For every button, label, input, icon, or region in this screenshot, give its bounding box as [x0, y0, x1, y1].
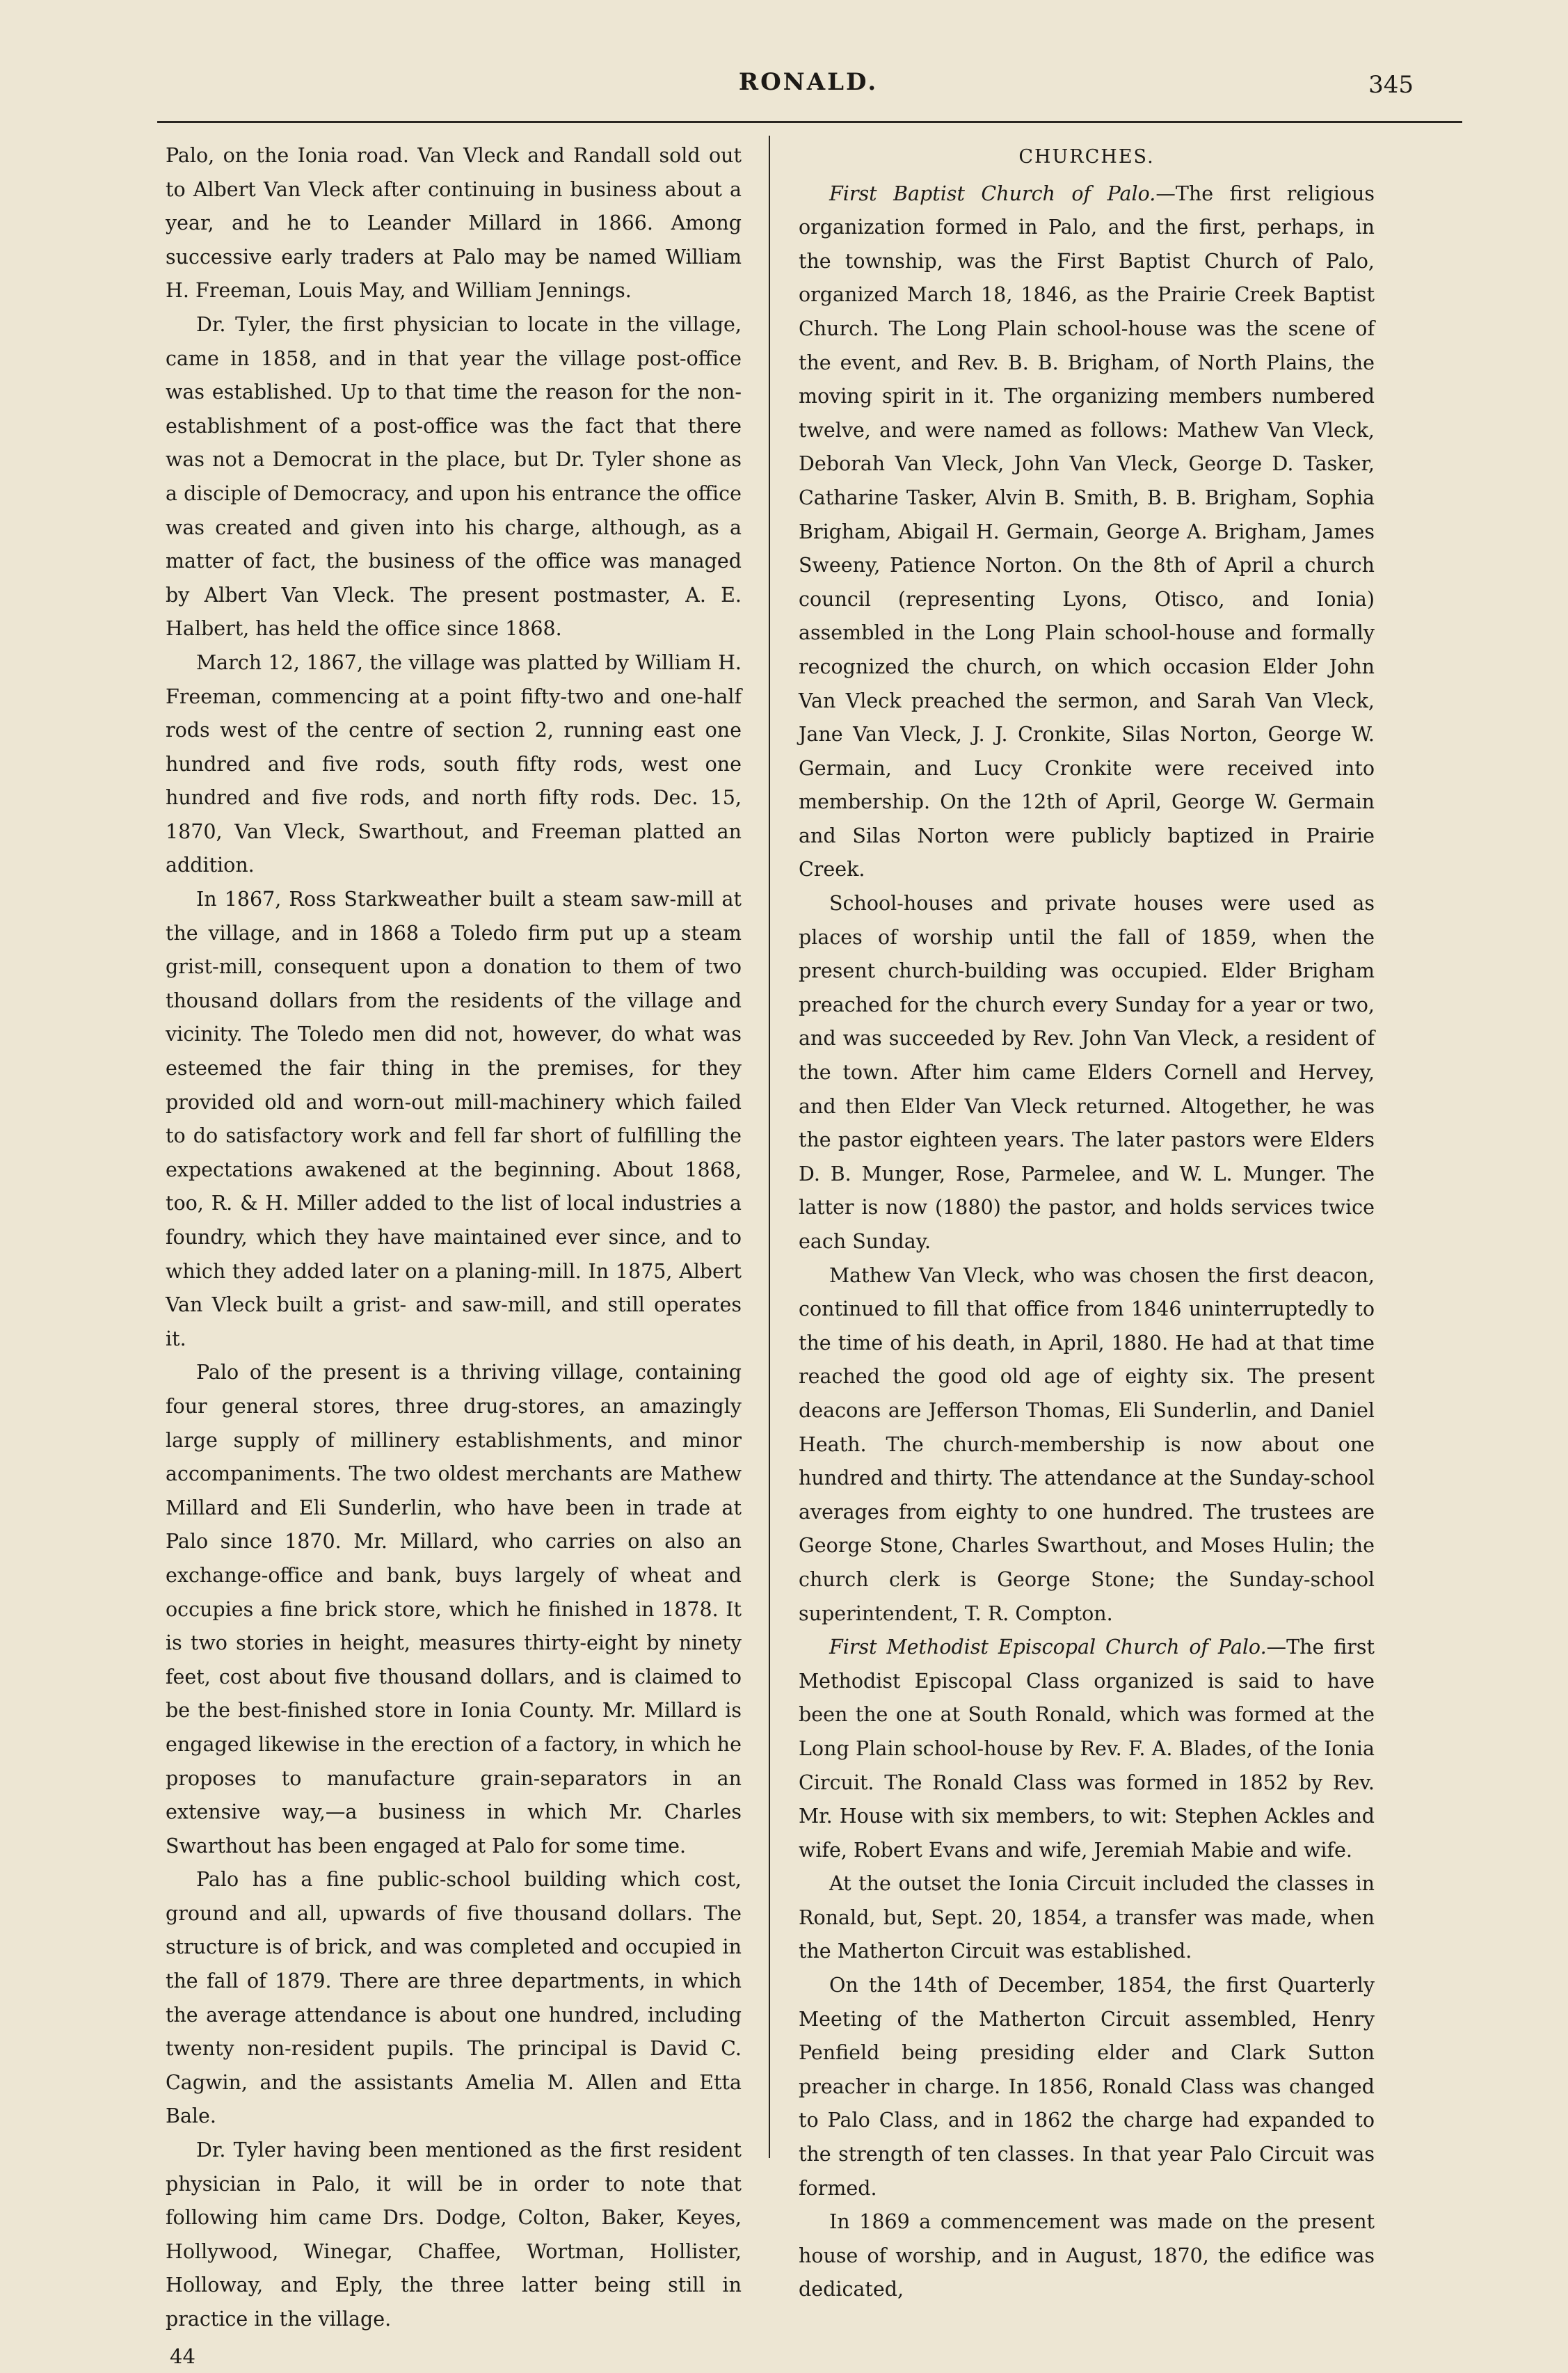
page-header — [160, 68, 1457, 104]
section-heading: CHURCHES. — [1018, 146, 1155, 168]
running-head: RONALD. — [738, 68, 879, 96]
paragraph — [799, 1631, 1375, 1867]
paragraph: Palo, on the Ionia road. Van Vleck and Randall sold out to Albert Van Vleck after continuing in business about a year, and he to Leander Millard in 1866. Among successive early traders at Palo may be named William H. Freeman, Louis May, and William Jennings. — [166, 144, 742, 303]
paragraph-text: —The first Methodist Episcopal Class organized is said to have been the one at South Ronald, which was formed at the Long Plain school-house by Rev. F. A. Blades, of the Ionia Circuit. The Ronald Class was formed in 1852 by Rev. Mr. House with six members, to wit: Stephen Ackles and wife, Robert Evans and wife, Jeremiah Mabie and wife. — [799, 1636, 1375, 1862]
paragraph — [799, 177, 1375, 887]
signature-mark: 44 — [170, 2344, 195, 2368]
subsection-title: First Methodist Episcopal Church of Palo. — [829, 1636, 1267, 1659]
paragraph: On the 14th of December, 1854, the first Quarterly Meeting of the Matherton Circuit assembled, Henry Penfield being presiding elder and Clark Sutton preacher in charge. In 1856, Ronald Class was changed to Palo Class, and in 1862 the charge had expanded to the strength of ten classes. In that year Palo Circuit was formed. — [799, 1974, 1375, 2200]
paragraph: At the outset the Ionia Circuit included the classes in Ronald, but, Sept. 20, 1854, a transfer was made, when the Matherton Circuit was established. — [799, 1872, 1375, 1963]
page-number: 345 — [1368, 71, 1414, 99]
paragraph: Mathew Van Vleck, who was chosen the first deacon, continued to fill that office from 1846 uninterruptedly to the time of his death, in April, 1880. He had at that time reached the good old age of eighty six. The present deacons are Jefferson Thomas, Eli Sunderlin, and Daniel Heath. The church-membership is now about one hundred and thirty. The attendance at the Sunday-school averages from eighty to one hundred. The trustees are George Stone, Charles Swarthout, and Moses Hulin; the church clerk is George Stone; the Sunday-school superintendent, T. R. Compton. — [799, 1263, 1375, 1625]
paragraph: Dr. Tyler, the first physician to locate in the village, came in 1858, and in that year the village post-office was established. Up to that time the reason for the non-establishment of a post-office was the fact that there was not a Democrat in the place, but Dr. Tyler shone as a disciple of Democracy, and upon his entrance the office was created and given into his charge, although, as a matter of fact, the business of the office was managed by Albert Van Vleck. The present postmaster, A. E. Halbert, has held the office since 1868. — [166, 312, 742, 641]
paragraph: March 12, 1867, the village was platted by William H. Freeman, commencing at a point fifty-two and one-half rods west of the centre of section 2, running east one hundred and five rods, south fifty rods, west one hundred and five rods, and north fifty rods. Dec. 15, 1870, Van Vleck, Swarthout, and Freeman platted an addition. — [166, 650, 742, 877]
column-divider — [769, 136, 770, 2158]
paragraph-text: —The first religious organization formed in Palo, and the first, perhaps, in the township, was the First Baptist Church of Palo, organized March 18, 1846, as the Prairie Creek Baptist Church. The Long Plain school-house was the scene of the event, and Rev. B. B. Brigham, of North Plains, the moving spirit in it. The organizing members numbered twelve, and were named as follows: Mathew Van Vleck, Deborah Van Vleck, John Van Vleck, George D. Tasker, Catharine Tasker, Alvin B. Smith, B. B. Brigham, Sophia Brigham, Abigail H. Germain, George A. Brigham, James Sweeny, Patience Norton. On the 8th of April a church council (representing Lyons, Otisco, and Ionia) assembled in the Long Plain school-house and formally recognized the church, on which occasion Elder John Van Vleck preached the sermon, and Sarah Van Vleck, Jane Van Vleck, J. J. Cronkite, Silas Norton, George W. Germain, and Lucy Cronkite were received into membership. On the 12th of April, George W. Germain and Silas Norton were publicly baptized in Prairie Creek. — [799, 182, 1375, 881]
paragraph: Dr. Tyler having been mentioned as the first resident physician in Palo, it will be in order to note that following him came Drs. Dodge, Colton, Baker, Keyes, Hollywood, Winegar, Chaffee, Wortman, Hollister, Holloway, and Eply, the three latter being still in practice in the village. — [166, 2139, 742, 2331]
left-column — [166, 139, 742, 2373]
paragraph: Palo of the present is a thriving village, containing four general stores, three drug-stores, an amazingly large supply of millinery establishments, and minor accompaniments. The two oldest merchants are Mathew Millard and Eli Sunderlin, who have been in trade at Palo since 1870. Mr. Millard, who carries on also an exchange-office and bank, buys largely of wheat and occupies a fine brick store, which he finished in 1878. It is two stories in height, measures thirty-eight by ninety feet, cost about five thousand dollars, and is claimed to be the best-finished store in Ionia County. Mr. Millard is engaged likewise in the erection of a factory, in which he proposes to manufacture grain-separators in an extensive way,—a business in which Mr. Charles Swarthout has been engaged at Palo for some time. — [166, 1361, 742, 1857]
subsection-title: First Baptist Church of Palo. — [829, 182, 1156, 205]
paragraph: Palo has a fine public-school building which cost, ground and all, upwards of five thousand dollars. The structure is of brick, and was completed and occupied in the fall of 1879. There are three departments, in which the average attendance is about one hundred, including twenty non-resident pupils. The principal is David C. Cagwin, and the assistants Amelia M. Allen and Etta Bale. — [166, 1868, 742, 2128]
paragraph: School-houses and private houses were used as places of worship until the fall of 1859, when the present church-building was occupied. Elder Brigham preached for the church every Sunday for a year or two, and was succeeded by Rev. John Van Vleck, a resident of the town. After him came Elders Cornell and Hervey, and then Elder Van Vleck returned. Altogether, he was the pastor eighteen years. The later pastors were Elders D. B. Munger, Rose, Parmelee, and W. L. Munger. The latter is now (1880) the pastor, and holds services twice each Sunday. — [799, 892, 1375, 1253]
paragraph: In 1869 a commencement was made on the present house of worship, and in August, 1870, the edifice was dedicated, — [799, 2210, 1375, 2301]
paragraph: In 1867, Ross Starkweather built a steam saw-mill at the village, and in 1868 a Toledo firm put up a steam grist-mill, consequent upon a donation to them of two thousand dollars from the residents of the village and vicinity. The Toledo men did not, however, do what was esteemed the fair thing in the premises, for they provided old and worn-out mill-machinery which failed to do satisfactory work and fell far short of fulfilling the expectations awakened at the beginning. About 1868, too, R. & H. Miller added to the list of local industries a foundry, which they have maintained ever since, and to which they added later on a planing-mill. In 1875, Albert Van Vleck built a grist- and saw-mill, and still operates it. — [166, 888, 742, 1350]
right-column — [799, 139, 1375, 2307]
header-rule — [157, 121, 1462, 123]
